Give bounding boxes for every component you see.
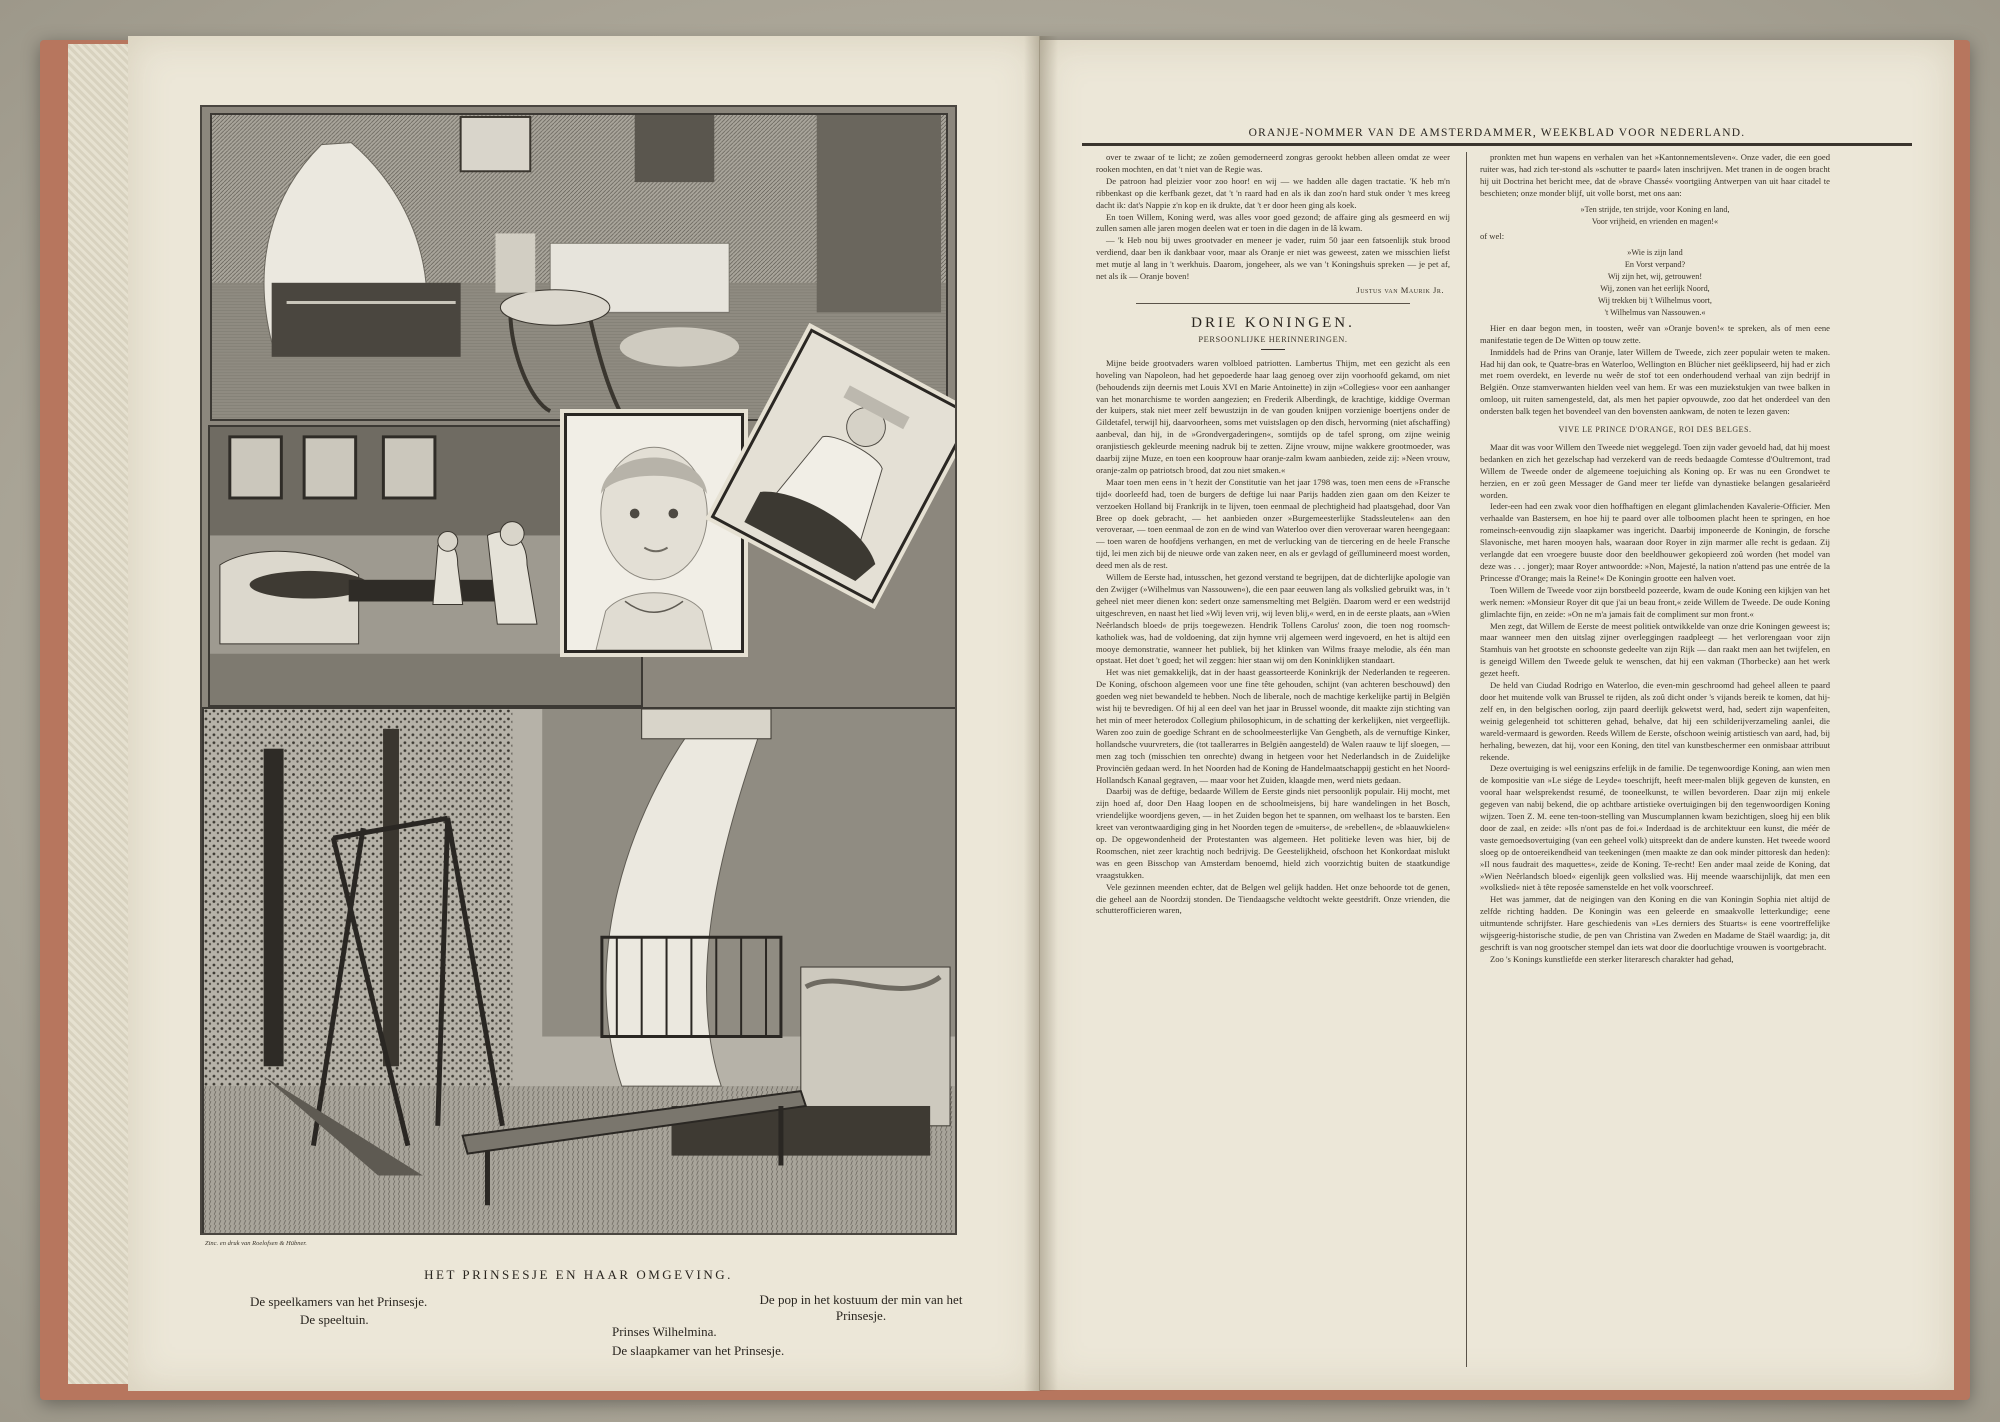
garden-and-nursery-illustration [202, 707, 957, 1235]
motto-line: VIVE LE PRINCE D'ORANGE, ROI DES BELGES. [1558, 425, 1752, 435]
article-paragraph: Hier en daar begon men, in toosten, weêr van »Oranje boven!« te spreken, als of men eene manifestatie tegen de De Witten op touw zette. [1480, 322, 1830, 345]
article-paragraph: Deze overtuiging is wel eenigszins erfelijk in de familie. De tegenwoordige Koning, aan wien men de kompositie van »Le siége de Leyde« toeschrijft, heeft meer-malen blijk gegeven de kunsten, en vooral haar welsprekendst resumé, de tooneelkunst, te willen bevorderen. Daar zijn mij enkele gegeven van nabij bekend, die op achtbare artistieke overtuigingen bij den tegenwoordigen Koning wijzen. Toen Z. M. eene ten-toon-stelling van Muscumplannen kwam bezichtigen, sloeg hij een blik door de zaal, en zeide: »Ils n'ont pas de foi.« Inderdaad is de architektuur een kunst, die méér de vaste gemoedsovertuiging (van een geheel volk) uitspreekt dan de andere kunsten. Het tweede woord sloeg op de ontoereikendheid van teekeningen (men maakte ze dan ook minder pittoresk dan heden): »Il nous faudrait des maquettes«, zeide de Koning. Te-recht! Een ander maal zeide de Koning, dat »Wien Neêrlandsch bloed« eigenlijk geen volkslied was. Hij meende waarschijnlijk, dat men een »volkslied« niet à tête reposée samenstelde en het volk voorschreef. [1480, 763, 1830, 893]
section-title: DRIE KONINGEN. [1191, 314, 1355, 331]
article-paragraph: Daarbij was de deftige, bedaarde Willem de Eerste ginds niet persoonlijk populair. Hij mocht, met zijn hoed af, door Den Haag loopen en de schoolmeisjens, bij hare wandelingen in het Bosch, vriendelijke woordjens geven, — in het Zuiden begon het te spannen, om welhaast los te barsten. Een kreet van verontwaardiging ging in het Noorden tegen de »muiters«, de »rebellen«, de »blaauwkielen« op. De opgewondenheid der Protestanten was algemeen. Het politieke leven was hier, bij de Roomschen, niet zeer krachtig noch bedrijvig. De Geestelijkheid, ofschoon het Konkordaat mislukt was en geen Bisschop van Amsterdam benoemd, hield zich voorzichtig buiten de staatkundige vraagstukken. [1096, 786, 1450, 880]
verse-line: »Ten strijde, ten strijde, voor Koning en land, [1580, 204, 1730, 214]
article-paragraph: — 'k Heb nou bij uwes grootvader en meneer je vader, ruim 50 jaar een fatsoenlijk stuk brood verdiend, daar ben ik dankbaar voor, maar als Oranje er niet was geweest, zaten we misschien liefst met mutje al lang in 't werkhuis. Daarom, jongeheer, als we van 't Koningshuis spreken — je pet af, net als ik — Oranje boven! [1096, 235, 1450, 282]
verse-line: Wij zijn het, wij, getrouwen! [1607, 272, 1703, 282]
caption-doll: De pop in het kostuum der min van het Prinsesje. [759, 1292, 963, 1323]
marbled-endpaper-strip [68, 44, 130, 1384]
article-paragraph: Men zegt, dat Willem de Eerste de meest politiek ontwikkelde van onze drie Koningen geweest is; maar wanneer men den uitslag zijner overleggingen raadpleegt — het verlorengaan voor zijn Stamhuis van het grootste en schoonste gedeelte van zijn Rijk — dan raakt men aan het twijfelen, en is geneigd Willem den Tweede geluk te wenschen, dat hij een vakman (Thorbecke) aan het werk gezet heeft. [1480, 620, 1830, 679]
article-paragraph: Mijne beide grootvaders waren volbloed patriotten. Lambertus Thijm, met een gezicht als een hoveling van Napoleon, had het gepoederde haar laag genoeg over zijn voorhoofd gekamd, om niet (behoudends zijn deernis met Louis XVI en Marie Antoinette) in zijn »Collegies« voor een aanhanger van het monarchisme te worden aangezien; en Frederik Alberdingk, de krachtige, kiddige Overman der kuipers, stak niet meer zelf bewustzijn in de van gouden knijpen vorzienige boertjens onder de Gildetafel, terwijl hij, daarvoorheen, soms met vuistslagen op den disch, hervorming (niet afschaffing) aanbeval, dan hij, in de »Grondvergaderingen«, somtijds op de tafel sprong, om zijne weinig oranjistiesch gekleurde meening nadruk bij te zetten. Zijne vrouw, mijne wakkere grootmoeder, was daarbij zijne Muze, en toen een kooprouw haar oranje-zalm kwam aanbieden, zeide zij: »Neen vrouw, oranje-zalm op patriotsch brood, dat zou niet smaken.« [1096, 357, 1450, 475]
running-head: ORANJE-NOMMER VAN DE AMSTERDAMMER, WEEKBLAD VOOR NEDERLAND. [1248, 127, 1746, 139]
header-rule [1082, 143, 1912, 146]
subtitle-rule [1261, 349, 1285, 350]
verse-line: En Vorst verpand? [1624, 260, 1686, 270]
verse-line: Voor vrijheid, en vrienden en magen!« [1591, 216, 1719, 226]
article-paragraph: Ieder-een had een zwak voor dien hoffhaftigen en elegant glimlachenden Kavalerie-Officier. Men verhaalde van Bastersem, en hoe hij te paard over alle tolboomen placht heen te springen, en hoe romeinsch-eenvoudig zijn slaapkamer was ingericht. Daarbij imponeerde de Koningin, de forsche Slavonische, met haren mooyen hals, waaraan door Royer in zijn marmer alle recht is gedaan. Zij verlangde dat een vroegere buuste door den beeldhouwer gekopieerd zoû worden (het model van deze was . . . jonger); maar Royer antwoordde: »Non, Majesté, la nation n'attend pas une entrée de la Princesse d'Orange; mais la Reine!« De Koningin grootte een halven voet. [1480, 501, 1830, 583]
verse-two [1480, 247, 1830, 318]
article-paragraph: Maar dit was voor Willem den Tweede niet weggelegd. Toen zijn vader gevoeld had, dat hij moest bedanken en zich het gezelschap had verzekerd van de reeds bedaagde Comtesse d'Oultremont, trad Willem de Tweede onder de algemeene toejuiching als Koning op. Er was nu een Grondwet te herzien, en er zoû geen Messager de Gand meer ter liefde van dynastieke belangen gesalarieërd worden. [1480, 441, 1830, 500]
author-signature: Justus van Maurik Jr. [1356, 284, 1444, 295]
column-divider [1466, 152, 1467, 1367]
article-paragraph: Inmiddels had de Prins van Oranje, later Willem de Tweede, zich zeer populair weten te maken. Had hij dan ook, te Quatre-bras en Waterloo, Wellington en Blücher niet geëklipseerd, hij had er zich met roem overdekt, en leverde nu weêr de stof tot een onderhoudend verhaal van zijn bedrijf in Belgiën. Onze stamverwanten hielden veel van hem. Er was een muziekstukjen van twee balken in omloop, uit ruiten samengesteld, dat, als men het papier opvouwde, zoo dat het onderdeel van den ondersten balk tegen het bovendeel van den bovensten aankwam, de noten te lezen gaven: [1480, 346, 1830, 417]
text-column-right [1480, 152, 1830, 1370]
caption-bedroom: De slaapkamer van het Prinsesje. [612, 1343, 785, 1358]
article-paragraph: Maar toen men eens in 't hezit der Constitutie van het jaar 1798 was, toen men eens de »Fransche tijd« doorleefd had, toen de burgers de deftige lui naar Parijs hadden zien gaan om den Keizer te verzoeken Holland bij Frankrijk in te lijven, toen eenmaal de plechtigheid had plaatsgehad, door Van Bree op doek gebracht, — het aanbieden onzer »Burgemeesterlijke Stadssleutelen« aan den veroveraar, — toen eenmaal de zon en de wind van Waterloo over dien veroveraar waren heengegaan: — toen waren de hoofdjens verhangen, en met de verlucking van de tiercering en de heele Fransche tijd, lei men zich bij de nieuwe orde van zaken neer, en als er gevlagd of geïllumineerd moest worden, deed men als de rest. [1096, 476, 1450, 571]
article-paragraph: over te zwaar of te licht; ze zoûen gemoderneerd zongras gerookt hebben alleen omdat ze weer rooken mochten, en dat 't niet van de Regie was. [1096, 152, 1450, 174]
article-paragraph: Toen Willem de Tweede voor zijn borstbeeld pozeerde, kwam de oude Koning een kijkjen van het werk nemen: »Monsieur Royer dit que j'ai un beau front,« zeide Willem de Tweede. De oude Koning glimlachte fijn, en zeide: »On ne m'a jamais fait de compliment sur mon front.« [1480, 584, 1830, 619]
caption-playrooms: De speelkamers van het Prinsesje. [250, 1294, 428, 1309]
caption-garden: De speeltuin. [300, 1312, 369, 1327]
article-paragraph: De held van Ciudad Rodrigo en Waterloo, die even-min geschroomd had geheel alleen te paard door het muitende volk van Brussel te rijden, als zoû dicht onder 's vijands bereik te komen, dat hij-zelf en, in den belgischen oorlog, zijn paard deerlijk gekwetst werd, had, sedert zijn wapenfeiten, weinig gelegenheid tot schitteren gehad, behalve, dat hij een schilderijverzameling aanlei, die wareld-vermaard is geworden. Reeds Willem de Eerste, ofschoon weinig artistiesch van aard, had, bij herhaling, bewezen, dat hij, voor een Koning, den titel van kunstbeschermer een onmisbaar attribuut rekende. [1480, 680, 1830, 762]
verse-one [1480, 204, 1830, 228]
of-wel-line: of wel: [1480, 231, 1505, 242]
article-paragraph: Het was niet gemakkelijk, dat in der haast geassorteerde Koninkrijk der Nederlanden te regeeren. De Koning, ofschoon algemeen voor une fine tête gehouden, schijnt (van achteren beschouwd) den goeden weg niet bewandeld te hebben. Noch de liberale, noch de machtige kerkelijke partij in Belgiën wist hij te bevredigen. Of hij al een deel van het jaar in Brussel woonde, dit maakte zijn stichting van het min of meer heterodox Collegium philosophicum, in de schatting der kerkelijken, niet vergeeflijk. Waren zoo zuin de goedige Schrant en de schoolmeesterlijke Van Gengbeth, als de vernuftige Kinker, hollandsche vuurvreters, die (tot taallerarres in Belgiën aangesteld) de Walen raauw te lijf sloegen, — men zag toch (misschien ten onrechte) dwang in hetgeen voor het Nederlandsch in de Zuidelijke Provinciën gedaan werd. In het Noorden had de Koning de Handelmaatschappij gesticht en het Noord-Hollandsch Kanaal gegraven, — maar voor het Zuiden, klaagde men, werd niets gedaan. [1096, 667, 1450, 785]
article-paragraph: En toen Willem, Koning werd, was alles voor goed gezond; de affaire ging als gesmeerd en wij zullen samen alle jaren mogen deelen wat er toen in die dagen in de lâ kwam. [1096, 211, 1450, 234]
article-paragraph: pronkten met hun wapens en verhalen van het »Kantonnementsleven«. Onze vader, die een goed ruiter was, had zich ter-stond als »schutter te paard« laten inschrijven. Met tranen in de oogen bracht hij uit Doctrina het bericht mee, dat de »brave Chassé« voortgiing Antwerpen van uit haar citadel te beschieten; onze monder blijf, uit volle borst, met ons aan: [1480, 152, 1830, 198]
article-paragraph: Het was jammer, dat de neigingen van den Koning en die van Koningin Sophia niet altijd de zelfde richting hadden. De Koningin was een geleerde en smaakvolle letterkundige; eene uitmuntende schrijfster. Hare geschiedenis van »Les derniers des Stuarts« is eene voortreffelijke wijsgeerig-historische studie, de pen van Christina van Zweden en Madame de Staël waardig; ja, dit geschrift is van nog grootscher stempel dan iets wat door die doorluchtige vrouwen is voortgebracht. [1480, 894, 1830, 952]
article-paragraph: Vele gezinnen meenden echter, dat de Belgen wel gelijk hadden. Het onze behoorde tot de genen, die geheel aan de Noordzij stonden. De Tiendaagsche veldtocht wekte geestdrift. Onze vrienden, die schutterofficieren waren, [1096, 881, 1450, 916]
article-paragraph: De patroon had pleizier voor zoo hoor! en wij — we hadden alle dagen tractatie. 'K heb m'n ribbenkast op die kerfbank gezet, dat 't 'n raard had en als ik dan zoo'n hard stuk onder 't mes kreeg dacht ik: dat's Nappie z'n kop en ik drukte, dat 't er door heen ging als koek. [1096, 175, 1450, 210]
engraver-credit: Zinc. en druk van Roelofsen & Hübner. [205, 1240, 307, 1247]
section-divider [1136, 303, 1410, 304]
plate-title: HET PRINSESJE EN HAAR OMGEVING. [424, 1267, 733, 1282]
engraving-plate [200, 105, 957, 1235]
article-paragraph: Zoo 's Konings kunstliefde een sterker literaresch charakter had gehad, [1490, 953, 1734, 964]
verse-line: 't Wilhelmus van Nassouwen.« [1604, 307, 1706, 317]
princess-portrait-illustration [564, 413, 744, 653]
verse-line: »Wie is zijn land [1627, 248, 1683, 258]
section-subtitle: PERSOONLIJKE HERINNERINGEN. [1198, 334, 1348, 344]
caption-portrait: Prinses Wilhelmina. [612, 1324, 717, 1339]
text-column-left [1096, 152, 1450, 1370]
verse-line: Wij trekken bij 't Wilhelmus voort, [1598, 295, 1712, 305]
article-paragraph: Willem de Eerste had, intusschen, het gezond verstand te begrijpen, dat de dichterlijke apologie van den Zwijger (»Wilhelmus van Nassouwen«), die een paar eeuwen lang als volkslied gebruikt was, in 't geheel niet meer dienen kon: sedert onze samensmelting met Belgiën. Daarom werd er een wedstrijd uitgeschreven, en naast het lied »Wij leven vrij, wij leven blij,« werd, en in de eerste plaats, aan »Wien Neêrlandsch bloed« de prijs toegewezen. Hendrik Tollens Carolus' zoon, die toen nog roomsch-katholiek was, had de voldoening, dat zijn hymne vrij algemeen werd ingevoerd, en het is altijd een mooye demonstratie, wanneer het publiek, bij het klinken van Wilms fraaye melodie, als één man opstaat. Het doet 't goed; het wil zeggen: hier staan wij om den Koninklijken standaart. [1096, 572, 1450, 666]
verse-line: Wij, zonen van het eerlijk Noord, [1600, 284, 1710, 294]
